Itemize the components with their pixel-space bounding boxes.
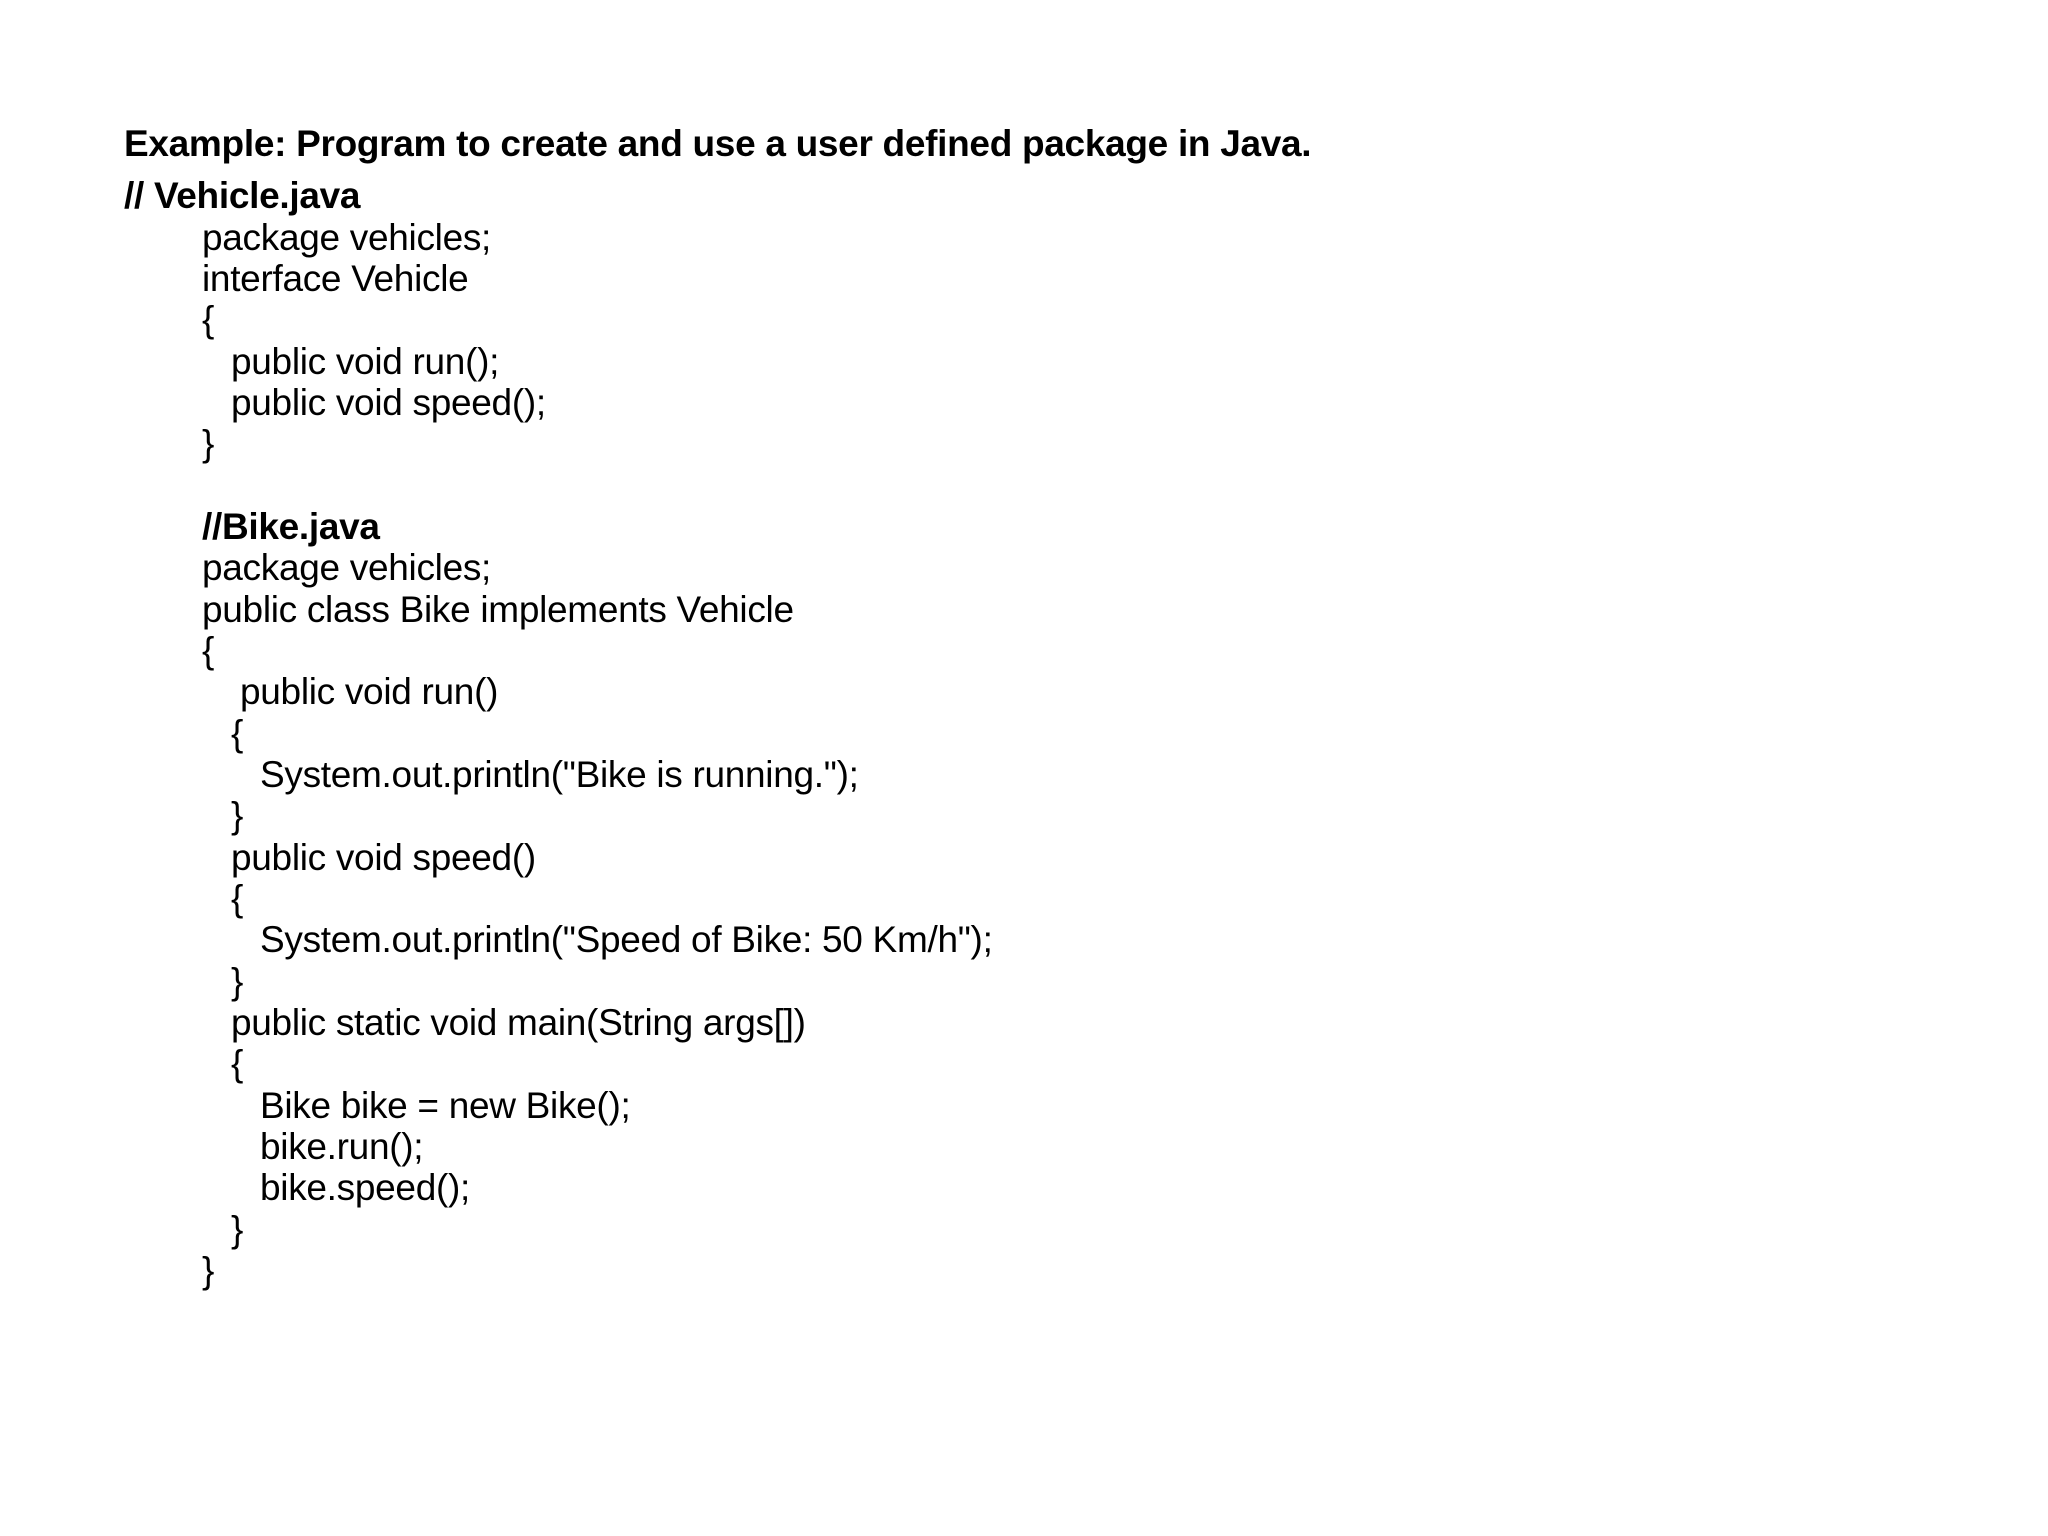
code-line: public void run() <box>240 671 499 712</box>
code-line: { <box>202 630 215 671</box>
code-line: package vehicles; <box>202 217 492 258</box>
code-line: } <box>231 1209 244 1250</box>
code-line: public static void main(String args[]) <box>231 1002 806 1043</box>
code-line: public void speed(); <box>231 382 546 423</box>
code-line: interface Vehicle <box>202 258 469 299</box>
code-line: Bike bike = new Bike(); <box>260 1085 631 1126</box>
code-line: { <box>231 878 244 919</box>
document-heading: Example: Program to create and use a user defined package in Java. <box>124 123 1312 164</box>
code-line: } <box>231 961 244 1002</box>
code-line: { <box>231 713 244 754</box>
vehicle-file-comment: // Vehicle.java <box>124 175 361 216</box>
code-line: } <box>202 423 215 464</box>
code-line: System.out.println("Bike is running."); <box>260 754 859 795</box>
code-line: { <box>231 1043 244 1084</box>
code-line: package vehicles; <box>202 547 492 588</box>
code-line: System.out.println("Speed of Bike: 50 Km/h"); <box>260 919 993 960</box>
code-line: bike.run(); <box>260 1126 424 1167</box>
code-line: public void run(); <box>231 341 500 382</box>
code-line: } <box>202 1250 215 1291</box>
code-line: public void speed() <box>231 837 536 878</box>
code-line: } <box>231 795 244 836</box>
code-line: bike.speed(); <box>260 1167 470 1208</box>
bike-file-comment: //Bike.java <box>202 506 380 547</box>
code-line: { <box>202 299 215 340</box>
code-line: public class Bike implements Vehicle <box>202 589 794 630</box>
